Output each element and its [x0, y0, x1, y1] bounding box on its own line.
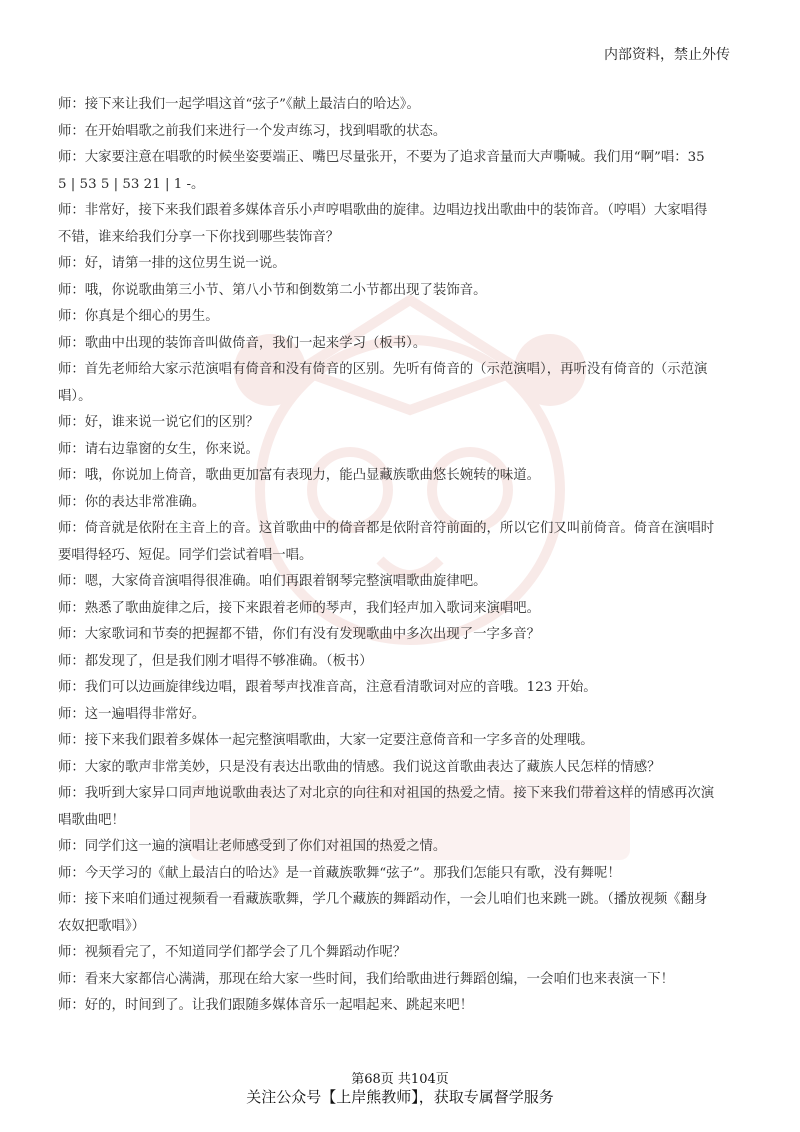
- transcript-line: 师：看来大家都信心满满，那现在给大家一些时间，我们给歌曲进行舞蹈创编，一会咱们也来表演一下！: [58, 971, 674, 987]
- transcript-line: 师：倚音就是依附在主音上的音。这首歌曲中的倚音都是依附音符前面的，所以它们又叫前倚音。倚音在演唱时: [58, 521, 715, 536]
- promo-banner: 关注公众号【上岸熊教师】，获取专属督学服务: [246, 1088, 554, 1106]
- transcript-line: 师：接下来咱们通过视频看一看藏族歌舞，学几个藏族的舞蹈动作，一会儿咱们也来跳一跳。（播放视频《翻身: [58, 892, 708, 907]
- transcript-line: 5 | 53 5 | 53 21 | 1 -。: [58, 176, 205, 192]
- transcript-line: 师：你的表达非常准确。: [58, 494, 206, 510]
- transcript-line: 师：大家的歌声非常美妙，只是没有表达出歌曲的情感。我们说这首歌曲表达了藏族人民怎样的情感？: [58, 759, 661, 775]
- transcript-line: 师：歌曲中出现的装饰音叫做倚音，我们一起来学习（板书）。: [58, 335, 427, 351]
- transcript-line: 师：我们可以边画旋律线边唱，跟着琴声找准音高，注意看清歌词对应的音哦。123 开始。: [58, 680, 597, 695]
- transcript-line: 师：我听到大家异口同声地说歌曲表达了对北京的向往和对祖国的热爱之情。接下来我们带着这样的情感再次演: [58, 786, 715, 801]
- transcript-line: 师：同学们这一遍的演唱让老师感受到了你们对祖国的热爱之情。: [58, 839, 447, 854]
- transcript-line: 师：大家要注意在唱歌的时候坐姿要端正、嘴巴尽量张开，不要为了追求音量而大声嘶喊。我们用“啊”唱：35: [58, 150, 705, 165]
- transcript-line: 师：接下来让我们一起学唱这首“弦子”《献上最洁白的哈达》。: [58, 97, 420, 112]
- transcript-line: 师：好，谁来说一说它们的区别？: [58, 415, 259, 430]
- transcript-line: 师：你真是个细心的男生。: [58, 309, 219, 324]
- transcript-line: 师：哦，你说歌曲第三小节、第八小节和倒数第二小节都出现了装饰音。: [58, 282, 487, 298]
- transcript-line: 农奴把歌唱》）: [58, 918, 146, 934]
- confidential-note: 内部资料，禁止外传: [604, 47, 730, 63]
- transcript-line: 师：请右边靠窗的女生，你来说。: [58, 441, 259, 457]
- transcript-line: 要唱得轻巧、短促。同学们尝试着唱一唱。: [58, 547, 313, 563]
- transcript-line: 师：非常好，接下来我们跟着多媒体音乐小声哼唱歌曲的旋律。边唱边找出歌曲中的装饰音。（哼唱）大家唱得: [58, 203, 708, 218]
- transcript-line: 师：今天学习的《献上最洁白的哈达》是一首藏族歌舞“弦子”。那我们怎能只有歌，没有舞呢！: [58, 865, 621, 881]
- transcript-line: 师：大家歌词和节奏的把握都不错，你们有没有发现歌曲中多次出现了一字多音？: [58, 627, 541, 642]
- transcript-line: 不错，谁来给我们分享一下你找到哪些装饰音？: [58, 229, 340, 245]
- top-scan-mark: [285, 12, 325, 16]
- transcript-line: 师：哦，你说加上倚音，歌曲更加富有表现力，能凸显藏族歌曲悠长婉转的味道。: [58, 468, 541, 483]
- transcript-line: 师：这一遍唱得非常好。: [58, 706, 206, 722]
- transcript-line: 师：好，请第一排的这位男生说一说。: [58, 256, 286, 271]
- transcript-line: 师：嗯，大家倚音演唱得很准确。咱们再跟着钢琴完整演唱歌曲旋律吧。: [58, 574, 487, 589]
- lesson-transcript: [58, 92, 748, 1020]
- transcript-line: 师：好的，时间到了。让我们跟随多媒体音乐一起唱起来、跳起来吧！: [58, 998, 474, 1013]
- transcript-line: 师：都发现了，但是我们刚才唱得不够准确。（板书）: [58, 653, 373, 669]
- transcript-line: 唱）。: [58, 388, 92, 404]
- transcript-line: 唱歌曲吧！: [58, 812, 125, 828]
- transcript-line: 师：在开始唱歌之前我们来进行一个发声练习，找到唱歌的状态。: [58, 123, 447, 139]
- transcript-line: 师：首先老师给大家示范演唱有倚音和没有倚音的区别。先听有倚音的（示范演唱），再听没有倚音的（示范演: [58, 362, 708, 377]
- transcript-line: 师：熟悉了歌曲旋律之后，接下来跟着老师的琴声，我们轻声加入歌词来演唱吧。: [58, 600, 541, 616]
- transcript-line: 师：视频看完了，不知道同学们都学会了几个舞蹈动作呢？: [58, 945, 407, 960]
- transcript-line: 师：接下来我们跟着多媒体一起完整演唱歌曲，大家一定要注意倚音和一字多音的处理哦。: [58, 733, 594, 748]
- page-number: 第68页 共104页: [351, 1072, 449, 1087]
